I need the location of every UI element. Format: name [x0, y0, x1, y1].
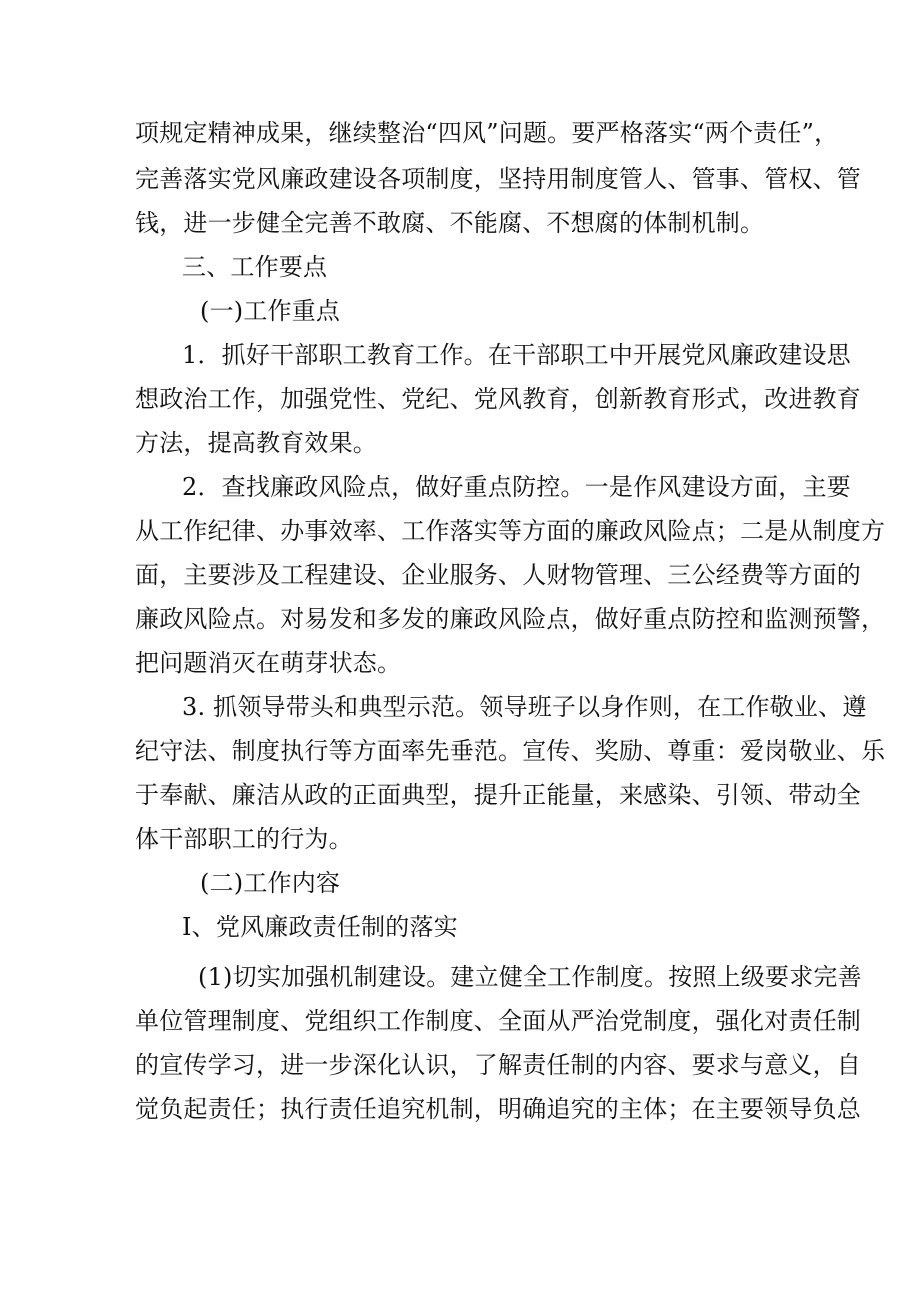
item-3-line-4: 体干部职工的行为。	[135, 825, 353, 853]
body-line-2: 完善落实党风廉政建设各项制度，坚持用制度管人、管事、管权、管	[135, 165, 861, 193]
body-line-1: 项规定精神成果，继续整治“四风”问题。要严格落实“两个责任”，	[135, 119, 839, 147]
item-1-line-2: 想政治工作，加强党性、党纪、党风教育，创新教育形式，改进教育	[135, 385, 861, 413]
subsection-heading-1: (一)工作重点	[200, 297, 341, 325]
item-1-line-1: 1．抓好干部职工教育工作。在干部职工中开展党风廉政建设思	[182, 341, 851, 369]
body-line-3: 钱，进一步健全完善不敢腐、不能腐、不想腐的体制机制。	[135, 209, 765, 237]
subheading-responsibility: I、党风廉政责任制的落实	[182, 913, 458, 941]
section-heading: 三、工作要点	[182, 253, 328, 281]
item-2-line-3: 面，主要涉及工程建设、企业服务、人财物管理、三公经费等方面的	[135, 561, 861, 589]
item-3-line-2: 纪守法、制度执行等方面率先垂范。宣传、奖励、尊重：爱岗敬业、乐	[135, 737, 886, 765]
item-2-line-2: 从工作纪律、办事效率、工作落实等方面的廉政风险点；二是从制度方	[135, 517, 886, 545]
paragraph-1-line-2: 单位管理制度、党组织工作制度、全面从严治党制度，强化对责任制	[135, 1007, 861, 1035]
subsection-heading-2: (二)工作内容	[200, 869, 341, 897]
item-2-line-4: 廉政风险点。对易发和多发的廉政风险点，做好重点防控和监测预警，	[135, 605, 886, 633]
item-1-line-3: 方法，提高教育效果。	[135, 429, 377, 457]
item-3-line-1: 3. 抓领导带头和典型示范。领导班子以身作则，在工作敬业、遵	[182, 693, 867, 721]
item-2-line-5: 把问题消灭在萌芽状态。	[135, 649, 402, 677]
paragraph-1-line-3: 的宣传学习，进一步深化认识，了解责任制的内容、要求与意义，自	[135, 1051, 861, 1079]
item-3-line-3: 于奉献、廉洁从政的正面典型，提升正能量，来感染、引领、带动全	[135, 781, 861, 809]
paragraph-1-line-1: (1)切实加强机制建设。建立健全工作制度。按照上级要求完善	[198, 963, 862, 991]
item-2-line-1: 2．查找廉政风险点，做好重点防控。一是作风建设方面，主要	[182, 473, 851, 501]
paragraph-1-line-4: 觉负起责任；执行责任追究机制，明确追究的主体；在主要领导负总	[135, 1095, 861, 1123]
